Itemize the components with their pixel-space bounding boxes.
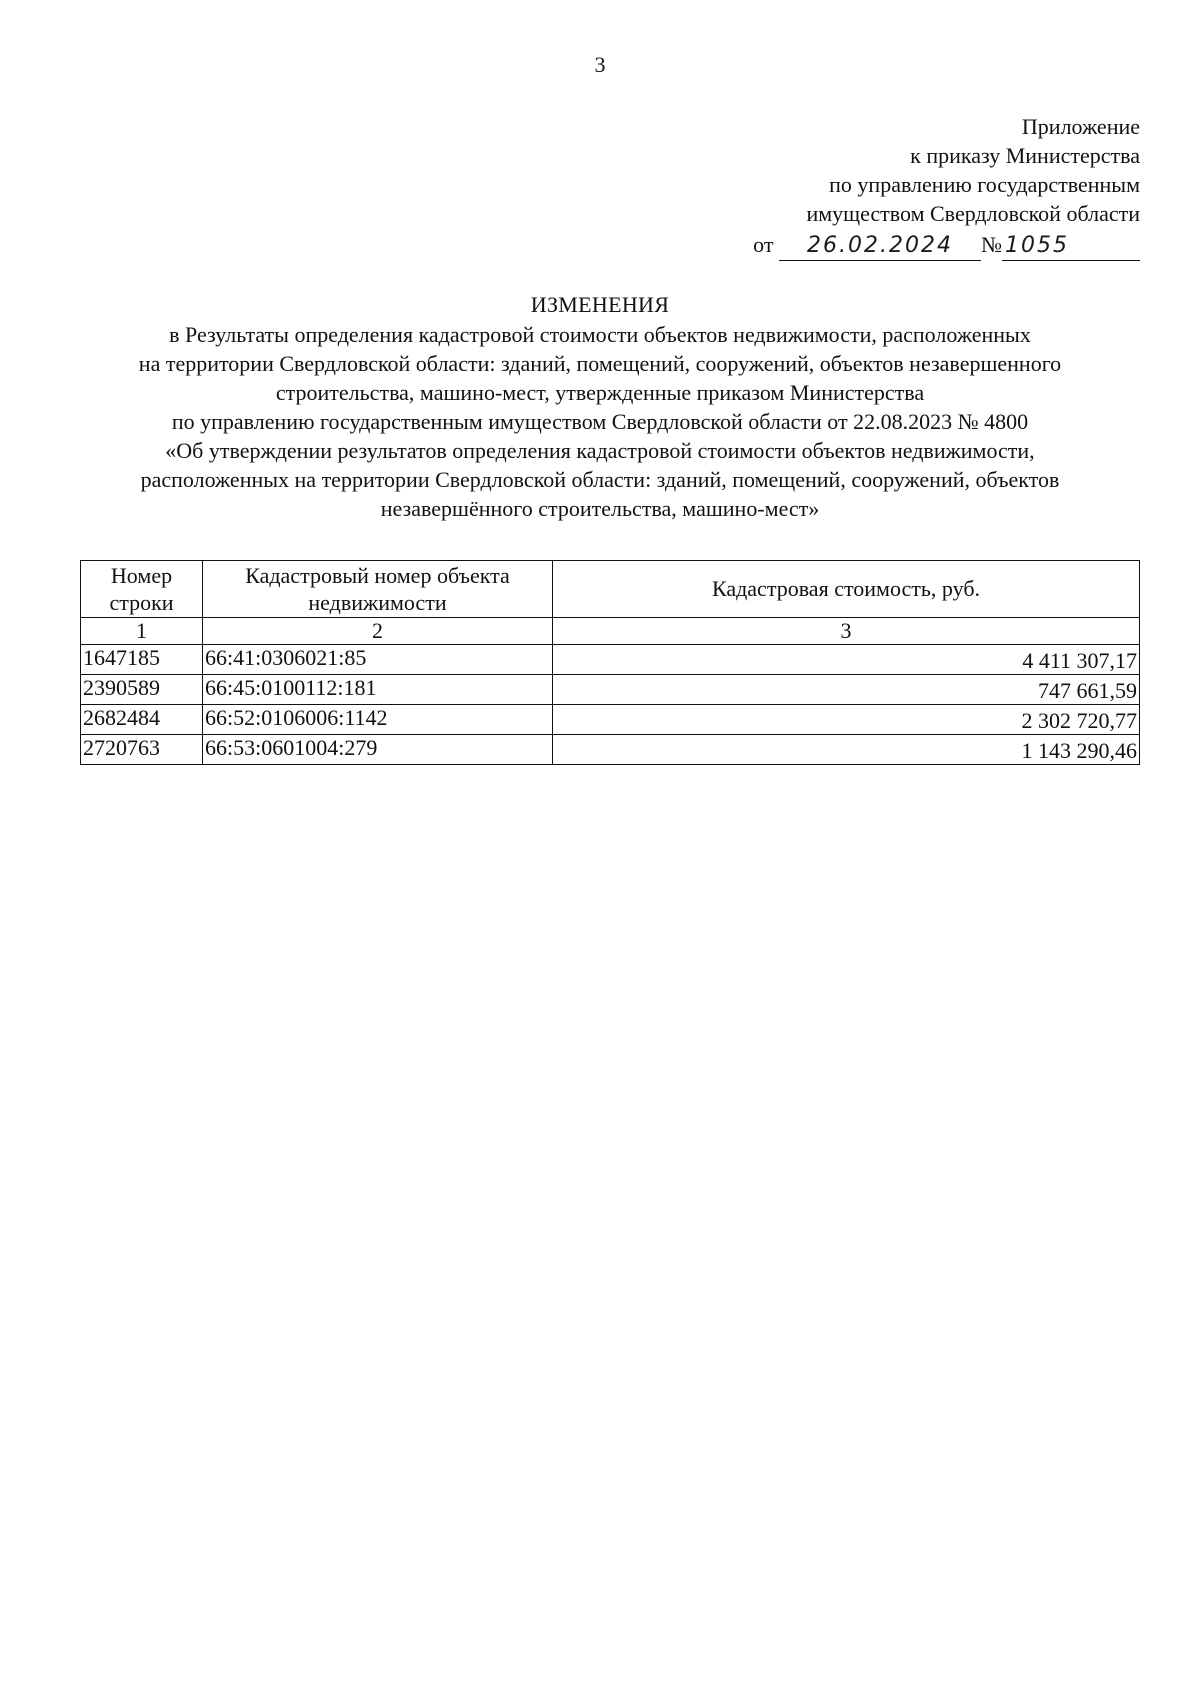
order-prefix: от — [753, 232, 774, 257]
column-number: 2 — [203, 618, 553, 645]
order-date-handwritten: 26.02.2024 — [779, 231, 981, 261]
title-line: незавершённого строительства, машино-мест» — [380, 496, 820, 521]
row-number-cell: 2682484 — [81, 705, 203, 735]
title-line: «Об утверждении результатов определения кадастровой стоимости объектов недвижимости, — [165, 438, 1035, 463]
column-number: 3 — [553, 618, 1140, 645]
page-number: 3 — [594, 52, 606, 77]
header-cadastral-number: Кадастровый номер объекта недвижимости — [203, 561, 553, 618]
cadastral-number-cell: 66:45:0100112:181 — [203, 675, 553, 705]
order-number-label: № — [981, 232, 1002, 257]
column-number: 1 — [81, 618, 203, 645]
table-row — [81, 735, 1140, 765]
title-line: расположенных на территории Свердловской области: зданий, помещений, сооружений, объектов — [140, 467, 1060, 492]
table-row — [81, 675, 1140, 705]
column-number-row — [81, 618, 1140, 645]
title-line: по управлению государственным имуществом Свердловской области от 22.08.2023 № 4800 — [171, 409, 1029, 434]
cadastral-value-cell: 2 302 720,77 — [553, 705, 1140, 735]
table-header-row — [81, 561, 1140, 618]
appendix-line: имуществом Свердловской области — [806, 201, 1140, 226]
title-line: в Результаты определения кадастровой стоимости объектов недвижимости, расположенных — [169, 322, 1031, 347]
cadastral-number-cell: 66:53:0601004:279 — [203, 735, 553, 765]
table-row — [81, 645, 1140, 675]
order-reference — [753, 230, 1140, 261]
document-heading: ИЗМЕНЕНИЯ — [530, 292, 670, 317]
cadastral-number-cell: 66:41:0306021:85 — [203, 645, 553, 675]
cadastral-value-table — [80, 560, 1140, 765]
cadastral-value-cell: 4 411 307,17 — [553, 645, 1140, 675]
cadastral-value-cell: 747 661,59 — [553, 675, 1140, 705]
table-row — [81, 705, 1140, 735]
row-number-cell: 2390589 — [81, 675, 203, 705]
cadastral-number-cell: 66:52:0106006:1142 — [203, 705, 553, 735]
appendix-line: Приложение — [1021, 114, 1140, 139]
appendix-line: к приказу Министерства — [910, 143, 1140, 168]
header-row-number: Номер строки — [81, 561, 203, 618]
appendix-block — [753, 112, 1140, 261]
document-title-block — [70, 290, 1130, 523]
order-number-handwritten: 1055 — [1002, 231, 1140, 261]
title-line: на территории Свердловской области: зданий, помещений, сооружений, объектов незавершенного — [138, 351, 1062, 376]
title-line: строительства, машино-мест, утвержденные приказом Министерства — [275, 380, 925, 405]
header-cadastral-value: Кадастровая стоимость, руб. — [553, 561, 1140, 618]
row-number-cell: 1647185 — [81, 645, 203, 675]
row-number-cell: 2720763 — [81, 735, 203, 765]
cadastral-value-cell: 1 143 290,46 — [553, 735, 1140, 765]
appendix-line: по управлению государственным — [829, 172, 1140, 197]
